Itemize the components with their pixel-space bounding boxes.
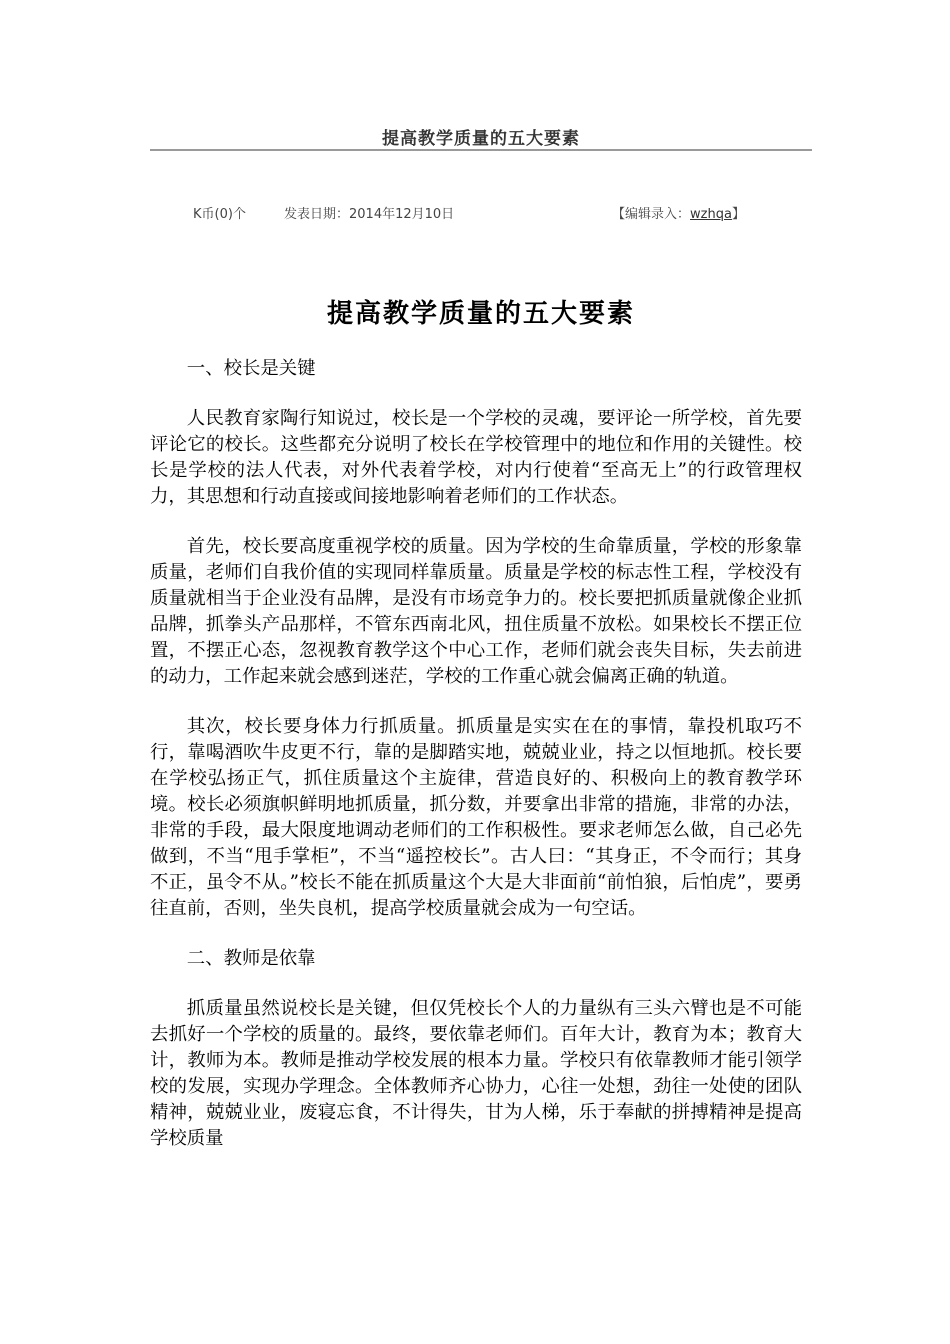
editor-link[interactable]: wzhqa	[690, 207, 732, 222]
section-heading-1: 一、校长是关键	[186, 358, 316, 379]
publish-date	[284, 203, 454, 222]
header-divider	[150, 149, 812, 151]
paragraph-1: 人民教育家陶行知说过，校长是一个学校的灵魂，要评论一所学校，首先要评论它的校长。这些都充分说明了校长在学校管理中的地位和作用的关键性。校长是学校的法人代表，对外代表着学校，对内行使着“至高无上”的行政管理权力，其思想和行动直接或间接地影响着老师们的工作状态。	[150, 408, 802, 507]
article-body	[150, 356, 802, 1176]
paragraph-3: 其次，校长要身体力行抓质量。抓质量是实实在在的事情，靠投机取巧不行，靠喝酒吹牛皮更不行，靠的是脚踏实地，兢兢业业，持之以恒地抓。校长要在学校弘扬正气，抓住质量这个主旋律，营造良好的、积极向上的教育教学环境。校长必须旗帜鲜明地抓质量，抓分数，并要拿出非常的措施，非常的办法，非常的手段，最大限度地调动老师们的工作积极性。要求老师怎么做，自己必先做到，不当“甩手掌柜”，不当“遥控校长”。古人曰：“其身正，不令而行；其身不正，虽令不从。”校长不能在抓质量这个大是大非面前“前怕狼，后怕虎”，要勇往直前，否则，坐失良机，提高学校质量就会成为一句空话。	[150, 716, 802, 919]
publish-date-label: 发表日期：	[284, 207, 350, 222]
coin-count: K币(0)个	[193, 207, 246, 222]
section-heading-2: 二、教师是依靠	[186, 948, 316, 969]
paragraph-4: 抓质量虽然说校长是关键，但仅凭校长个人的力量纵有三头六臂也是不可能去抓好一个学校的质量的。最终，要依靠老师们。百年大计，教育为本；教育大计，教师为本。教师是推动学校发展的根本力量。学校只有依靠教师才能引领学校的发展，实现办学理念。全体教师齐心协力，心往一处想，劲往一处使的团队精神，兢兢业业，废寝忘食，不计得失，甘为人梯，乐于奉献的拼搏精神是提高学校质量	[150, 998, 802, 1149]
article-title: 提高教学质量的五大要素	[326, 299, 635, 329]
editor-info	[612, 203, 745, 222]
paragraph-2: 首先，校长要高度重视学校的质量。因为学校的生命靠质量，学校的形象靠质量，老师们自我价值的实现同样靠质量。质量是学校的标志性工程，学校没有质量就相当于企业没有品牌，是没有市场竞争力的。校长要把抓质量就像企业抓品牌，抓拳头产品那样，不管东西南北风，扭住质量不放松。如果校长不摆正位置，不摆正心态，忽视教育教学这个中心工作，老师们就会丧失目标，失去前进的动力，工作起来就会感到迷茫，学校的工作重心就会偏离正确的轨道。	[150, 536, 802, 687]
header-title: 提高教学质量的五大要素	[382, 129, 580, 149]
editor-prefix: 【编辑录入：	[612, 207, 691, 222]
publish-date-value: 2014年12月10日	[349, 207, 455, 222]
editor-suffix: 】	[731, 207, 745, 222]
